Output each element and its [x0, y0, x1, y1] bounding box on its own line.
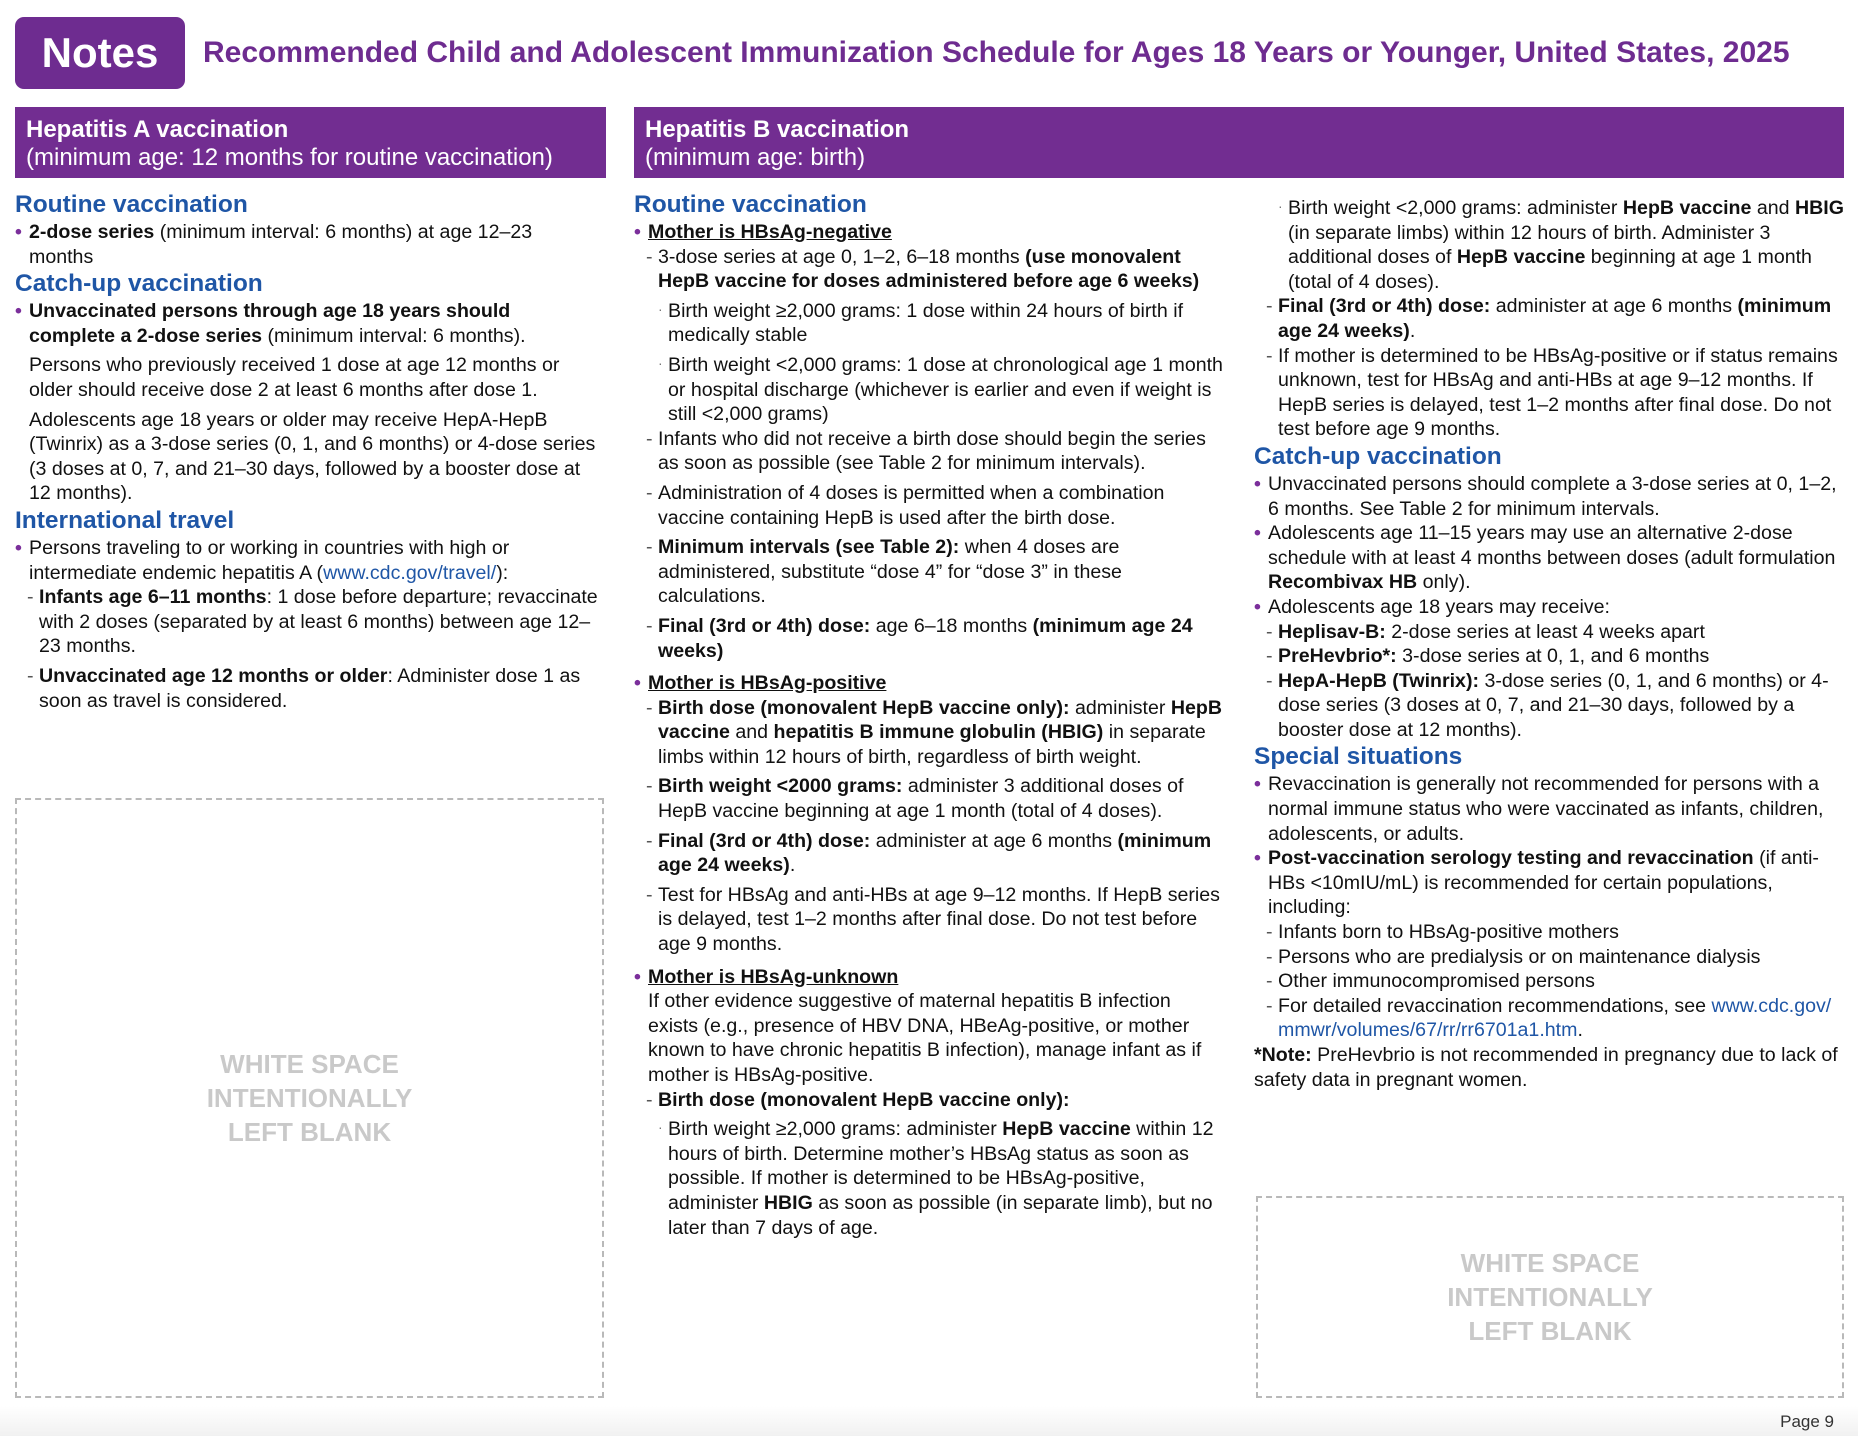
list-item: • Revaccination is generally not recommended for persons with a normal immune status who were vaccinated as infants, children, adolescents, or adults.: [1254, 773, 1824, 845]
list-item: • Mother is HBsAg-unknown: [634, 965, 899, 988]
hepa-catchup-heading: Catch-up vaccination: [15, 270, 263, 298]
list-item: • Unvaccinated persons through age 18 years should complete a 2-dose series (minimum interval: 6 months).: [15, 300, 526, 347]
list-item: - PreHevbrio*: 3-dose series at 0, 1, and 6 months: [1266, 645, 1710, 668]
white-space-box-right: [1256, 1196, 1844, 1398]
hepb-column-1: [634, 190, 1224, 1240]
list-item: · Birth weight ≥2,000 grams: administer HepB vaccine within 12 hours of birth. Determine mother’s HBsAg status as soon as possible. If mother is determined to be HBsAg-positive, administer HBIG as soon as possible (in separate limb), but no later than 7 days of age.: [658, 1118, 1214, 1239]
cdc-travel-link[interactable]: www.cdc.gov/travel/: [323, 561, 497, 584]
footnote: *Note: PreHevbrio is not recommended in pregnancy due to lack of safety data in pregnant women.: [1254, 1044, 1838, 1091]
list-item: - Infants age 6–11 months: 1 dose before departure; revaccinate with 2 doses (separated by at least 6 months) between age 12–23 months.: [27, 586, 598, 658]
list-item: • Adolescents age 18 years may receive:: [1254, 595, 1610, 618]
hepa-title: Hepatitis A vaccination: [26, 116, 289, 143]
hepa-subtitle: (minimum age: 12 months for routine vaccination): [26, 144, 553, 171]
list-item: - For detailed revaccination recommendations, see www.cdc.gov/mmwr/volumes/67/rr/rr6701a1.htm.: [1266, 994, 1832, 1042]
white-space-box-left: [15, 798, 604, 1398]
list-item: • Post-vaccination serology testing and revaccination (if anti-HBs <10mIU/mL) is recommended for certain populations, including:: [1254, 847, 1819, 919]
notes-badge: Notes: [15, 17, 185, 89]
list-item: - Birth dose (monovalent HepB vaccine only):: [646, 1088, 1070, 1111]
list-item: - If mother is determined to be HBsAg-positive or if status remains unknown, test for HBsAg and anti-HBs at age 9–12 months. If HepB series is delayed, test 1–2 months after final dose. Do not test before age 9 months.: [1266, 344, 1838, 441]
document-title: Recommended Child and Adolescent Immunization Schedule for Ages 18 Years or Younger, United States, 2025: [203, 36, 1790, 69]
list-item: - Infants who did not receive a birth dose should begin the series as soon as possible (see Table 2 for minimum intervals).: [646, 427, 1206, 475]
list-item: - Heplisav-B: 2-dose series at least 4 weeks apart: [1266, 620, 1705, 643]
list-item: - Unvaccinated age 12 months or older: Administer dose 1 as soon as travel is considered.: [27, 664, 581, 712]
list-item: - Final (3rd or 4th) dose: administer at age 6 months (minimum age 24 weeks).: [1266, 295, 1832, 342]
list-item: - Infants born to HBsAg-positive mothers: [1266, 921, 1619, 944]
list-item: - 3-dose series at age 0, 1–2, 6–18 months (use monovalent HepB vaccine for doses administered before age 6 weeks): [646, 245, 1200, 293]
hepb-column-2: [1254, 196, 1844, 1092]
list-item: - HepA-HepB (Twinrix): 3-dose series (0, 1, and 6 months) or 4-dose series (3 doses at 0, 7, and 21–30 days, followed by a booster dose at 12 months).: [1266, 669, 1829, 741]
list-item: - Birth dose (monovalent HepB vaccine only): administer HepB vaccine and hepatitis B immune globulin (HBIG) in separate limbs within 12 hours of birth, regardless of birth weight.: [646, 696, 1222, 768]
list-item: Adolescents age 18 years or older may receive HepA-HepB (Twinrix) as a 3-dose series (0, 1, and 6 months) or 4-dose series (3 doses at 0, 7, and 21–30 days, followed by a booster dose at 12 months).: [29, 408, 596, 505]
list-item: - Test for HBsAg and anti-HBs at age 9–12 months. If HepB series is delayed, test 1–2 months after final dose. Do not test before age 9 months.: [646, 883, 1220, 956]
blank-label: WHITE SPACE INTENTIONALLY LEFT BLANK: [206, 1049, 413, 1147]
page-header: [15, 17, 1845, 89]
list-item: · Birth weight <2,000 grams: administer HepB vaccine and HBIG (in separate limbs) within 12 hours of birth. Administer 3 additional doses of HepB vaccine beginning at age 1 month (total of 4 doses).: [1278, 197, 1844, 293]
list-item: • Unvaccinated persons should complete a 3-dose series at 0, 1–2, 6 months. See Table 2 for minimum intervals.: [1254, 472, 1837, 520]
hepb-catchup-heading: Catch-up vaccination: [1254, 442, 1502, 470]
hepa-section-header: [15, 107, 606, 178]
list-item: Persons who previously received 1 dose at age 12 months or older should receive dose 2 at least 6 months after dose 1.: [29, 354, 560, 401]
footer-shade: [0, 1406, 1858, 1436]
list-item: - Minimum intervals (see Table 2): when 4 doses are administered, substitute “dose 4” for “dose 3” in these calculations.: [646, 536, 1122, 608]
hepb-subtitle: (minimum age: birth): [645, 144, 866, 171]
hepb-special-heading: Special situations: [1254, 743, 1463, 771]
list-item: - Final (3rd or 4th) dose: administer at age 6 months (minimum age 24 weeks).: [646, 829, 1212, 877]
list-item: • 2-dose series (minimum interval: 6 months) at age 12–23 months: [15, 221, 533, 268]
hepa-routine-heading: Routine vaccination: [15, 191, 248, 218]
unknown-text: If other evidence suggestive of maternal hepatitis B infection exists (e.g., presence of HBV DNA, HBeAg-positive, or mother known to have chronic hepatitis B infection), manage infant as if mother is HBsAg-positive.: [648, 990, 1202, 1086]
list-item: - Final (3rd or 4th) dose: age 6–18 months (minimum age 24 weeks): [646, 614, 1193, 662]
cdc-mmwr-link[interactable]: www.cdc.gov/mmwr/volumes/67/rr/rr6701a1.htm: [1278, 994, 1832, 1042]
list-item: - Birth weight <2000 grams: administer 3 additional doses of HepB vaccine beginning at age 1 month (total of 4 doses).: [646, 775, 1184, 823]
hepb-section-header: [634, 107, 1844, 178]
list-item: - Other immunocompromised persons: [1266, 970, 1595, 993]
page-number: Page 9: [1780, 1412, 1834, 1431]
list-item: • Mother is HBsAg-negative: [634, 221, 892, 243]
blank-label: WHITE SPACE INTENTIONALLY LEFT BLANK: [1447, 1248, 1653, 1346]
list-item: - Persons who are predialysis or on maintenance dialysis: [1266, 945, 1761, 968]
list-item: • Mother is HBsAg-positive: [634, 672, 887, 695]
hepb-title: Hepatitis B vaccination: [645, 116, 910, 143]
list-item: • Adolescents age 11–15 years may use an alternative 2-dose schedule with at least 4 months between doses (adult formulation Recombivax HB only).: [1254, 522, 1836, 594]
hepa-travel-heading: International travel: [15, 506, 235, 534]
list-item: • Persons traveling to or working in countries with high or intermediate endemic hepatitis A (www.cdc.gov/travel/):: [15, 536, 510, 584]
hepa-column: [15, 190, 600, 713]
list-item: · Birth weight ≥2,000 grams: 1 dose within 24 hours of birth if medically stable: [658, 299, 1184, 347]
list-item: · Birth weight <2,000 grams: 1 dose at chronological age 1 month or hospital discharge (whichever is earlier and even if weight is still <2,000 grams): [658, 353, 1223, 426]
hepb-routine-heading: Routine vaccination: [634, 191, 867, 218]
list-item: - Administration of 4 doses is permitted when a combination vaccine containing HepB is used after the birth dose.: [646, 481, 1165, 529]
